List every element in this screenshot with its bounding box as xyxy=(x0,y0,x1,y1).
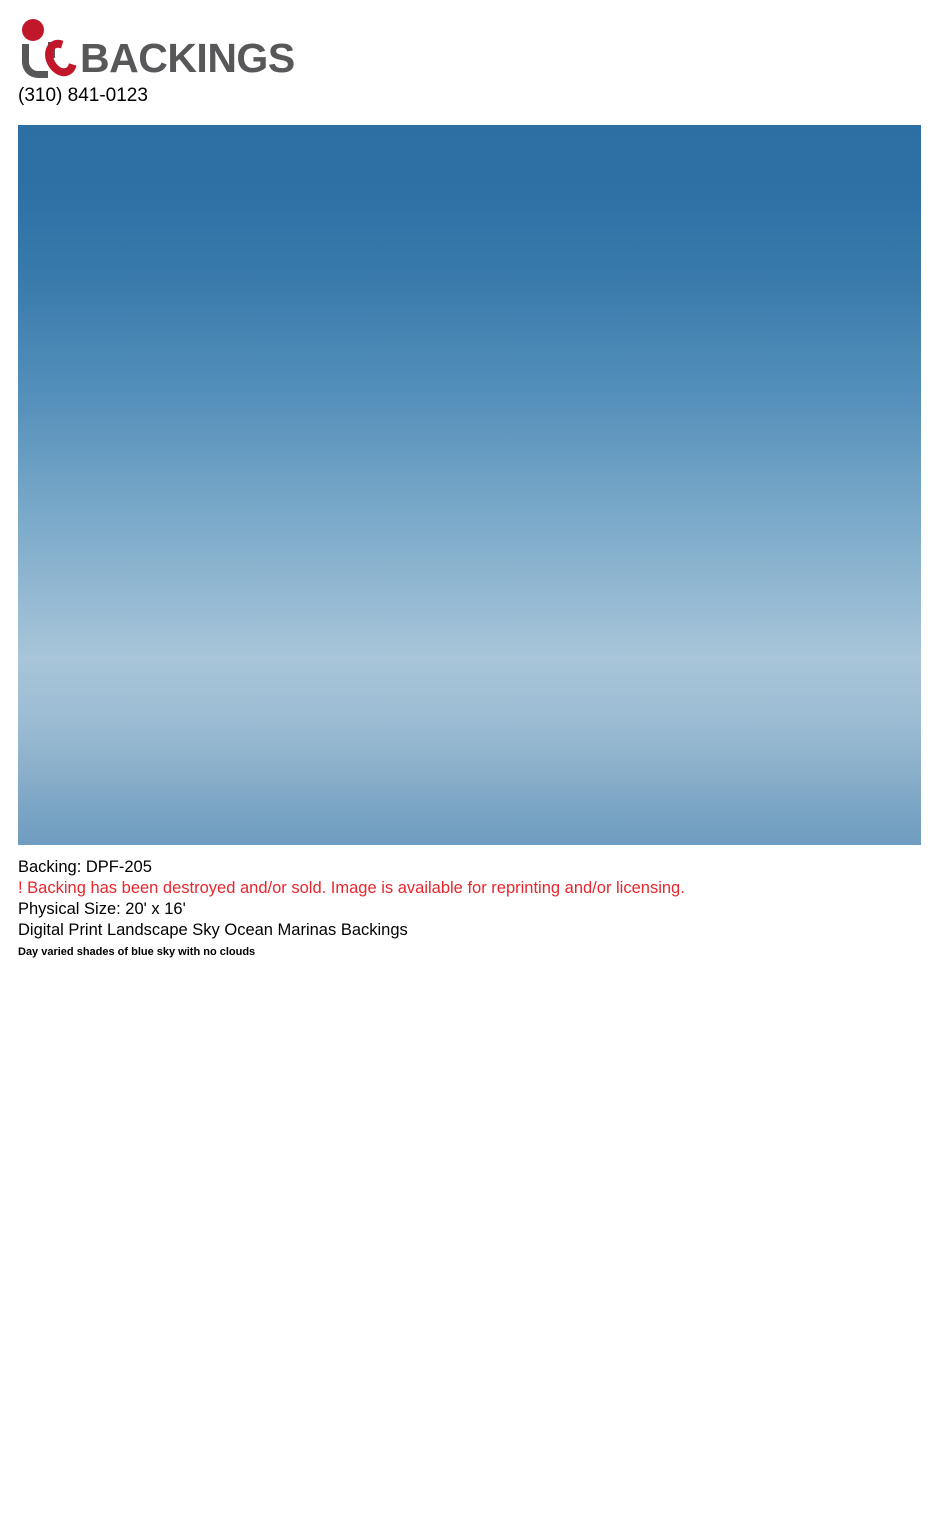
logo-j-shape xyxy=(22,44,48,78)
category-label: Digital Print Landscape Sky Ocean Marinas Backings xyxy=(18,921,408,939)
backing-preview-image xyxy=(18,125,921,845)
physical-size-label: Physical Size: 20' x 16' xyxy=(18,900,186,918)
logo xyxy=(18,18,918,80)
description-label: Day varied shades of blue sky with no clouds xyxy=(18,946,256,958)
logo-wordmark: BACKINGS xyxy=(80,35,295,81)
caption-block xyxy=(18,857,923,960)
backing-id-label: Backing: DPF-205 xyxy=(18,858,152,876)
phone-number: (310) 841-0123 xyxy=(18,85,148,106)
logo-dot-shape xyxy=(22,19,44,41)
page-header xyxy=(18,18,918,108)
jc-backings-logo-icon xyxy=(18,18,74,80)
status-warning-label: ! Backing has been destroyed and/or sold. Image is available for reprinting and/or licensing. xyxy=(18,879,685,897)
